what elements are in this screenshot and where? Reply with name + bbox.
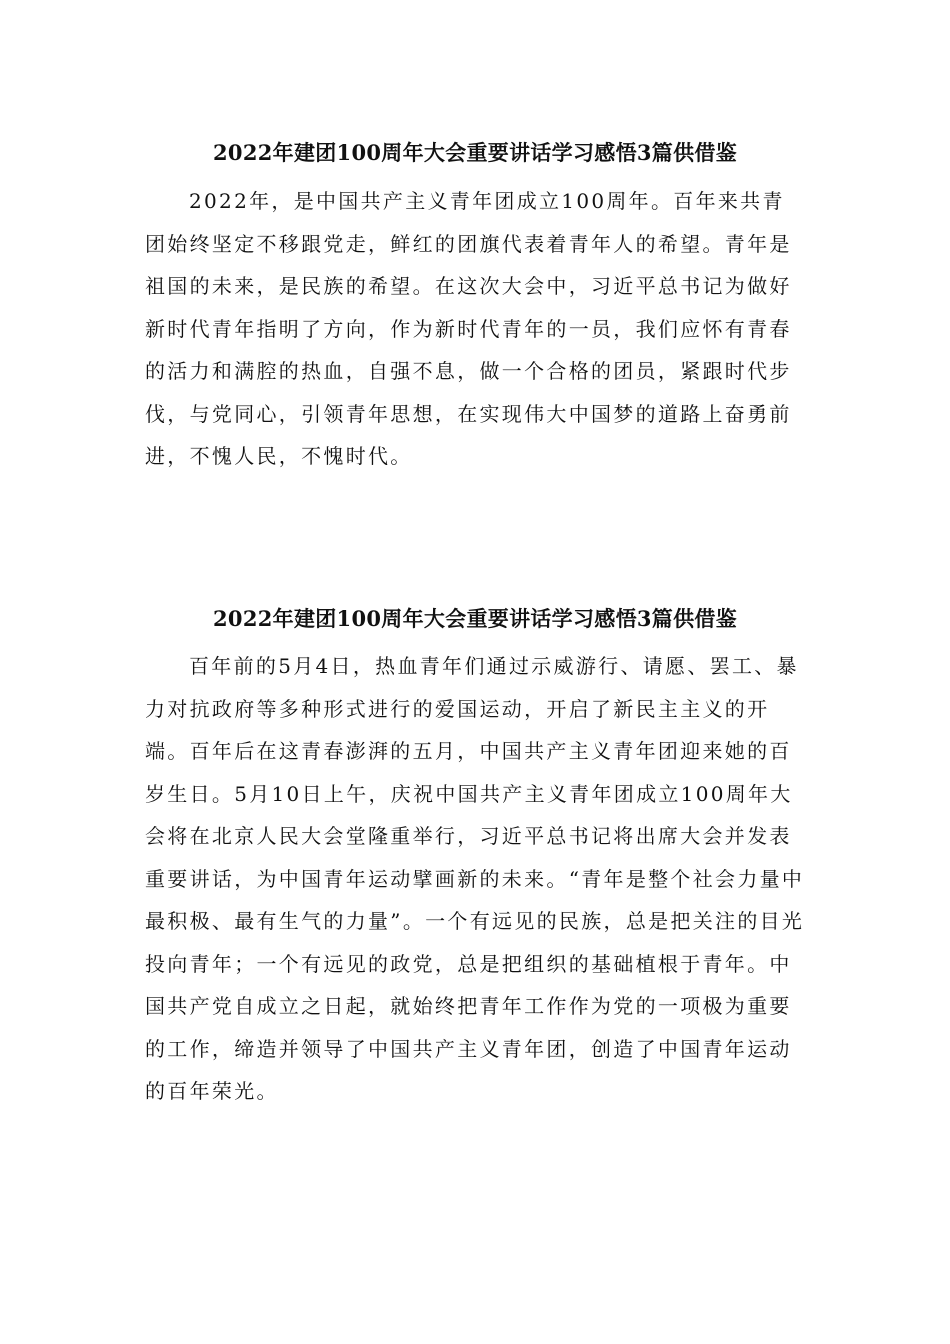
section-body-2: 百年前的5月4日，热血青年们通过示威游行、请愿、罢工、暴力对抗政府等多种形式进行的爱国运动，开启了新民主主义的开端。百年后在这青春澎湃的五月，中国共产主义青年团迎来她的百岁生日。5月10日上午，庆祝中国共产主义青年团成立100周年大会将在北京人民大会堂隆重举行，习近平总书记将出席大会并发表重要讲话，为中国青年运动擘画新的未来。“青年是整个社会力量中最积极、最有生气的力量”。一个有远见的民族，总是把关注的目光投向青年；一个有远见的政党，总是把组织的基础植根于青年。中国共产党自成立之日起，就始终把青年工作作为党的一项极为重要的工作，缔造并领导了中国共产主义青年团，创造了中国青年运动的百年荣光。: [145, 654, 805, 1103]
section-title-2: 2022年建团100周年大会重要讲话学习感悟3篇供借鉴: [213, 606, 737, 631]
section-title-1: 2022年建团100周年大会重要讲话学习感悟3篇供借鉴: [213, 140, 737, 165]
section-body-1: 2022年，是中国共产主义青年团成立100周年。百年来共青团始终坚定不移跟党走，鲜红的团旗代表着青年人的希望。青年是祖国的未来，是民族的希望。在这次大会中，习近平总书记为做好新时代青年指明了方向，作为新时代青年的一员，我们应怀有青春的活力和满腔的热血，自强不息，做一个合格的团员，紧跟时代步伐，与党同心，引领青年思想，在实现伟大中国梦的道路上奋勇前进，不愧人民，不愧时代。: [145, 189, 792, 468]
